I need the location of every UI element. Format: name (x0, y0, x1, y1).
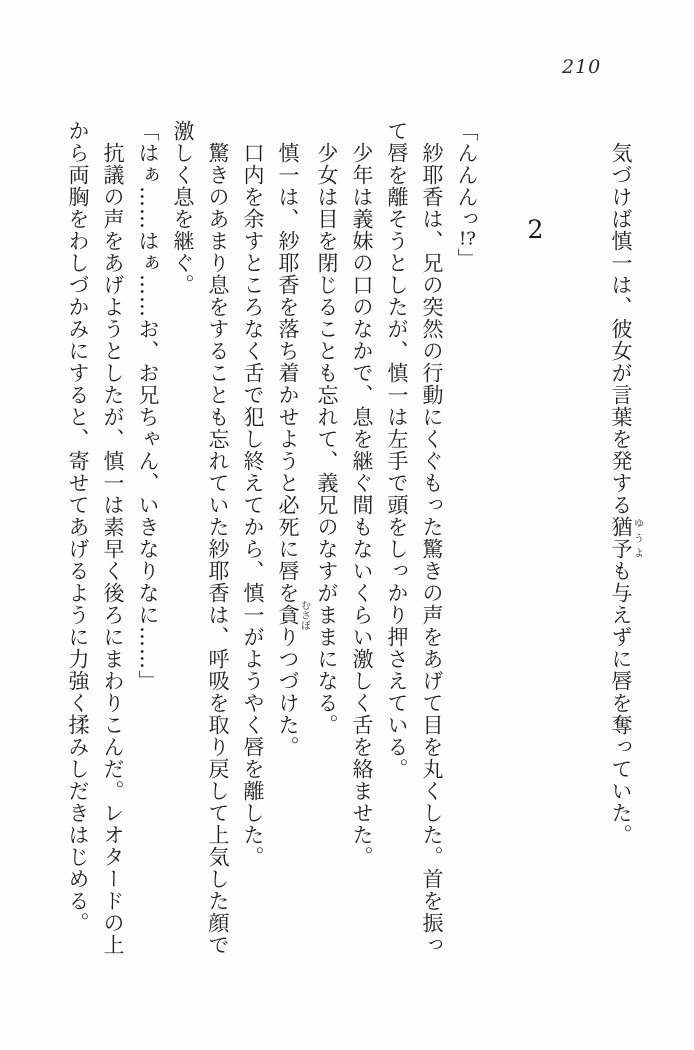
text-columns (60, 120, 642, 968)
text-column: 少年は義妹の口のなかで、息を継ぐ間もないくらい激しく舌を絡ませた。 (350, 142, 374, 868)
text-column: から両胸をわしづかみにすると、寄せてあげるように力強く揉みしだきはじめる。 (66, 120, 90, 934)
furigana-ruby: 猶予ゆうよ (609, 516, 643, 560)
text-column: 気づけば慎一は、彼女が言葉を発する猶予ゆうよも与えずに唇を奪っていた。 (609, 142, 643, 846)
text-column: て唇を離そうとしたが、慎一は左手で頭をしっかり押さえている。 (385, 120, 409, 780)
text-column: 慎一は、紗耶香を落ち着かせようと必死に唇を貪むさぼりつづけた。 (276, 142, 310, 758)
section-number-digit: 2 (527, 217, 544, 242)
text-column: 紗耶香は、兄の突然の行動にくぐもった驚きの声をあげて目を丸くした。首を振っ (420, 142, 444, 956)
furigana-ruby: 貪むさぼ (276, 600, 310, 630)
text-column: 「んんんっ!?」 (455, 120, 479, 270)
text-column: 驚きのあまり息をすることも忘れていた紗耶香は、呼吸を取り戻して上気した顔で (206, 142, 230, 956)
text-column: 抗議の声をあげようとしたが、慎一は素早く後ろにまわりこんだ。レオタードの上 (101, 142, 125, 956)
text-column: 「はぁ……はぁ……お、お兄ちゃん、いきなりなに……」 (136, 120, 160, 692)
text-column: 少女は目を閉じることも忘れて、義兄のなすがままになる。 (315, 142, 339, 736)
tatechuyoko-text: !? (459, 230, 476, 248)
section-number (518, 120, 553, 968)
text-column: 口内を余すところなく舌で犯し終えてから、慎一がようやく唇を離した。 (241, 142, 265, 868)
page-number: 210 (562, 56, 602, 78)
text-column: 激しく息を継ぐ。 (171, 120, 195, 296)
